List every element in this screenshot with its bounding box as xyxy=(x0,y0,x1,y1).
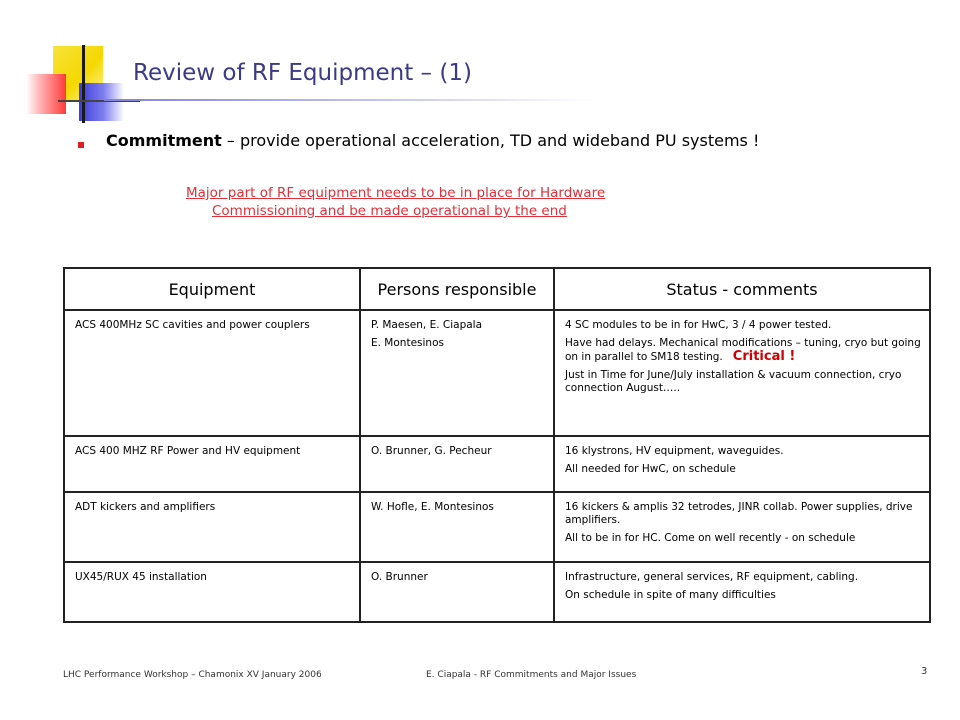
slide-logo xyxy=(0,0,140,130)
status-line: Infrastructure, general services, RF equipment, cabling. xyxy=(565,571,859,583)
persons-cell xyxy=(360,436,554,492)
table-row xyxy=(64,492,930,562)
status-line: On schedule in spite of many difficulties xyxy=(565,589,776,601)
red-note xyxy=(186,184,605,220)
page-number: 3 xyxy=(921,666,928,677)
equipment-cell: ACS 400MHz SC cavities and power couplers xyxy=(64,310,360,436)
equipment-cell: ACS 400 MHZ RF Power and HV equipment xyxy=(64,436,360,492)
title-underline xyxy=(104,99,594,101)
equipment-cell: ADT kickers and amplifiers xyxy=(64,492,360,562)
bullet-icon xyxy=(78,142,84,148)
note-line-2: Commissioning and be made operational by the end xyxy=(212,203,567,219)
header-equipment: Equipment xyxy=(64,268,360,310)
note-line-1: Major part of RF equipment needs to be in place for Hardware xyxy=(186,185,606,201)
status-line: All to be in for HC. Come on well recently - on schedule xyxy=(565,532,856,544)
person-line: W. Hofle, E. Montesinos xyxy=(371,501,494,513)
person-line: O. Brunner xyxy=(371,571,428,583)
equipment-cell: UX45/RUX 45 installation xyxy=(64,562,360,622)
person-line: O. Brunner, G. Pecheur xyxy=(371,445,492,457)
status-cell xyxy=(554,492,930,562)
footer-event: LHC Performance Workshop – Chamonix XV January 2006 xyxy=(63,670,322,680)
persons-cell xyxy=(360,562,554,622)
status-cell xyxy=(554,310,930,436)
logo-blue-square xyxy=(79,83,124,121)
header-persons: Persons responsible xyxy=(360,268,554,310)
footer-author: E. Ciapala - RF Commitments and Major Issues xyxy=(426,670,637,680)
status-line: All needed for HwC, on schedule xyxy=(565,463,736,475)
table-row xyxy=(64,436,930,492)
status-line: Just in Time for June/July installation & vacuum connection, cryo connection August….. xyxy=(565,369,902,394)
header-status: Status - comments xyxy=(554,268,930,310)
persons-cell xyxy=(360,310,554,436)
status-line: 4 SC modules to be in for HwC, 3 / 4 power tested. xyxy=(565,319,832,331)
person-line: P. Maesen, E. Ciapala xyxy=(371,319,483,331)
status-line: 16 klystrons, HV equipment, waveguides. xyxy=(565,445,784,457)
critical-label: Critical ! xyxy=(732,349,796,364)
status-cell xyxy=(554,436,930,492)
slide-title: Review of RF Equipment – (1) xyxy=(133,60,472,86)
table-row xyxy=(64,562,930,622)
commitment-text: – provide operational acceleration, TD and wideband PU systems ! xyxy=(221,131,760,150)
table-row xyxy=(64,310,930,436)
commitment-bullet xyxy=(106,131,759,150)
status-line xyxy=(565,337,921,364)
commitment-label: Commitment xyxy=(106,131,222,150)
logo-vertical-line xyxy=(82,45,85,123)
status-text: Have had delays. Mechanical modifications – tuning, cryo but going on in parallel to SM18 testing. xyxy=(565,337,921,363)
table-header-row xyxy=(64,268,930,310)
logo-red-square xyxy=(26,74,66,114)
person-line: E. Montesinos xyxy=(371,337,444,349)
status-line: 16 kickers & amplis 32 tetrodes, JINR collab. Power supplies, drive amplifiers. xyxy=(565,501,913,526)
status-cell xyxy=(554,562,930,622)
persons-cell xyxy=(360,492,554,562)
equipment-table xyxy=(63,267,931,623)
